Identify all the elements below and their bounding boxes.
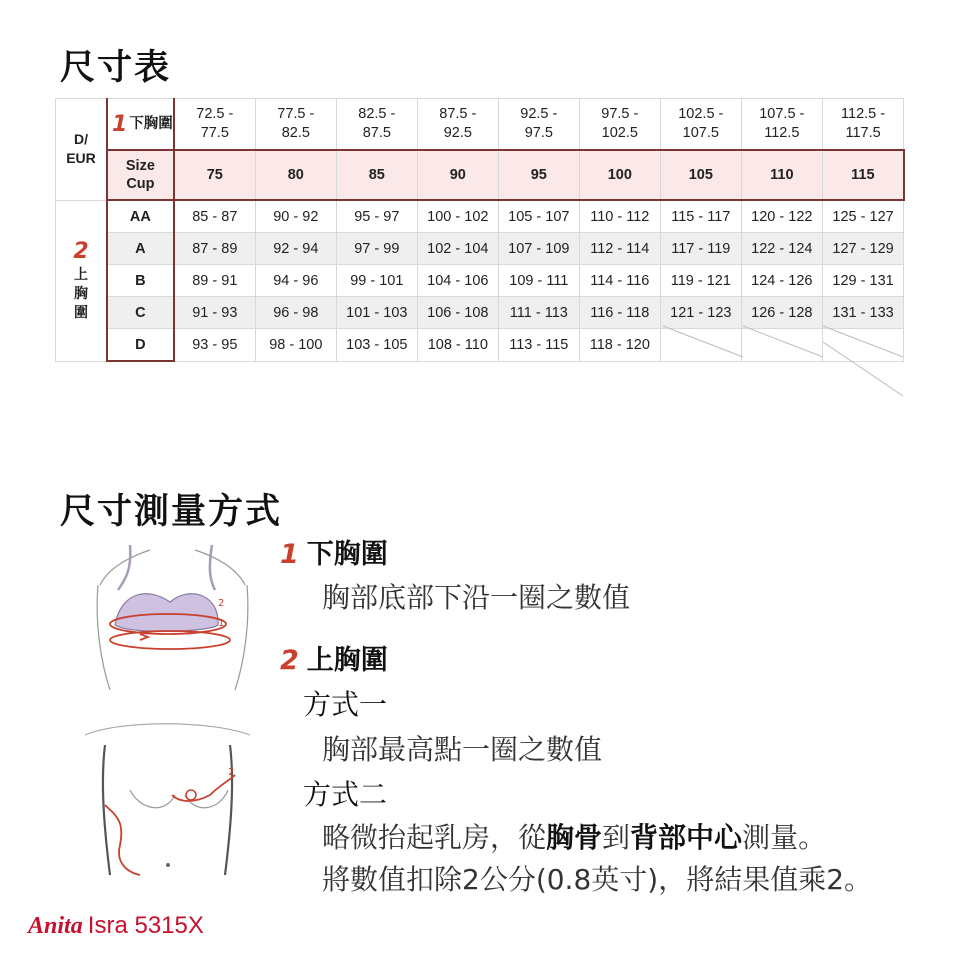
bust-number: 2 <box>73 239 89 264</box>
underbust-range: 112.5 - 117.5 <box>822 99 904 151</box>
bust-range: 96 - 98 <box>255 297 336 329</box>
bust-range: 97 - 99 <box>336 233 417 265</box>
bust-range: 116 - 118 <box>579 297 660 329</box>
underbust-range: 72.5 - 77.5 <box>174 99 256 151</box>
size-label: Size Cup <box>107 150 174 200</box>
bust-range: 129 - 131 <box>822 265 904 297</box>
empty-cell-strikes <box>0 0 960 420</box>
underbust-heading-number: 1 <box>280 539 299 570</box>
bust-range: 131 - 133 <box>822 297 904 329</box>
underbust-heading <box>280 532 388 571</box>
bust-range: 102 - 104 <box>417 233 498 265</box>
model-name: Isra 5315X <box>87 912 204 939</box>
underbust-heading-text: 下胸圍 <box>306 539 388 570</box>
bust-range: 117 - 119 <box>660 233 741 265</box>
size-value: 90 <box>417 150 498 200</box>
method-2-line-1 <box>322 816 826 856</box>
method-2-text: 測量。 <box>742 821 827 854</box>
underbust-number: 1 <box>112 111 128 137</box>
bust-range: 98 - 100 <box>255 329 336 362</box>
bust-range: 105 - 107 <box>498 200 579 233</box>
bust-range: 126 - 128 <box>741 297 822 329</box>
bust-range: 107 - 109 <box>498 233 579 265</box>
underbust-range: 107.5 - 112.5 <box>741 99 822 151</box>
illustration-mark-2b: 2 <box>228 767 235 778</box>
method-1-description: 胸部最高點一圈之數值 <box>322 733 603 766</box>
bust-range: 94 - 96 <box>255 265 336 297</box>
underbust-label: 下胸圍 <box>129 115 173 132</box>
method-2-text: 略微抬起乳房，從 <box>322 821 547 854</box>
cup-label: B <box>107 265 174 297</box>
bust-range: 121 - 123 <box>660 297 741 329</box>
cup-label: AA <box>107 200 174 233</box>
bust-range: 119 - 121 <box>660 265 741 297</box>
size-value: 95 <box>498 150 579 200</box>
bust-heading-number: 2 <box>280 645 299 676</box>
cup-label: C <box>107 297 174 329</box>
bust-range: 91 - 93 <box>174 297 256 329</box>
bust-range: 90 - 92 <box>255 200 336 233</box>
bust-label: 上 胸 圍 <box>74 266 88 320</box>
illustration-mark-1: 1 <box>218 618 225 629</box>
bust-range: 101 - 103 <box>336 297 417 329</box>
measure-title: 尺寸測量方式 <box>60 492 283 532</box>
bust-range: 112 - 114 <box>579 233 660 265</box>
bust-range: 85 - 87 <box>174 200 256 233</box>
underbust-description: 胸部底部下沿一圈之數值 <box>322 581 631 614</box>
chart-title: 尺寸表 <box>60 48 172 88</box>
illustration-mark-2: 2 <box>218 598 225 609</box>
brand-logo <box>28 912 204 940</box>
underbust-range: 82.5 - 87.5 <box>336 99 417 151</box>
underbust-range: 87.5 - 92.5 <box>417 99 498 151</box>
bust-range: 89 - 91 <box>174 265 256 297</box>
bust-range: 125 - 127 <box>822 200 904 233</box>
method-1-title: 方式一 <box>303 688 388 721</box>
bust-range: 111 - 113 <box>498 297 579 329</box>
bust-range: 104 - 106 <box>417 265 498 297</box>
bust-range: 115 - 117 <box>660 200 741 233</box>
bust-range: 113 - 115 <box>498 329 579 362</box>
size-value: 115 <box>822 150 904 200</box>
bust-range: 106 - 108 <box>417 297 498 329</box>
sternum-emphasis: 胸骨 <box>546 821 603 854</box>
bust-range: 127 - 129 <box>822 233 904 265</box>
underbust-figure-illustration <box>90 540 255 695</box>
bust-range: 100 - 102 <box>417 200 498 233</box>
size-value: 100 <box>579 150 660 200</box>
bust-range: 108 - 110 <box>417 329 498 362</box>
bust-range: 95 - 97 <box>336 200 417 233</box>
cup-label: D <box>107 329 174 362</box>
bust-range: 109 - 111 <box>498 265 579 297</box>
eu-label: D/ EUR <box>56 99 108 201</box>
underbust-range: 102.5 - 107.5 <box>660 99 741 151</box>
method-2-line-2: 將數值扣除2公分(0.8英寸)，將結果值乘2。 <box>322 863 873 896</box>
size-value: 85 <box>336 150 417 200</box>
method-2-text: 到 <box>602 821 631 854</box>
size-value: 80 <box>255 150 336 200</box>
size-value: 75 <box>174 150 256 200</box>
cup-label: A <box>107 233 174 265</box>
bust-range: 120 - 122 <box>741 200 822 233</box>
bust-range: 124 - 126 <box>741 265 822 297</box>
bust-range: 93 - 95 <box>174 329 256 362</box>
bust-figure-illustration <box>80 715 255 880</box>
method-2-title: 方式二 <box>303 778 388 811</box>
brand-name: Anita <box>28 913 83 939</box>
bust-range: 110 - 112 <box>579 200 660 233</box>
bust-range: 92 - 94 <box>255 233 336 265</box>
bust-heading-text: 上胸圍 <box>306 645 388 676</box>
bust-range: 103 - 105 <box>336 329 417 362</box>
back-center-emphasis: 背部中心 <box>630 821 743 854</box>
size-value: 110 <box>741 150 822 200</box>
bust-range: 122 - 124 <box>741 233 822 265</box>
underbust-range: 97.5 - 102.5 <box>579 99 660 151</box>
underbust-range: 77.5 - 82.5 <box>255 99 336 151</box>
bust-range: 99 - 101 <box>336 265 417 297</box>
size-value: 105 <box>660 150 741 200</box>
bust-range: 114 - 116 <box>579 265 660 297</box>
bust-range: 87 - 89 <box>174 233 256 265</box>
bust-range: 118 - 120 <box>579 329 660 362</box>
bust-heading <box>280 638 388 677</box>
underbust-range: 92.5 - 97.5 <box>498 99 579 151</box>
